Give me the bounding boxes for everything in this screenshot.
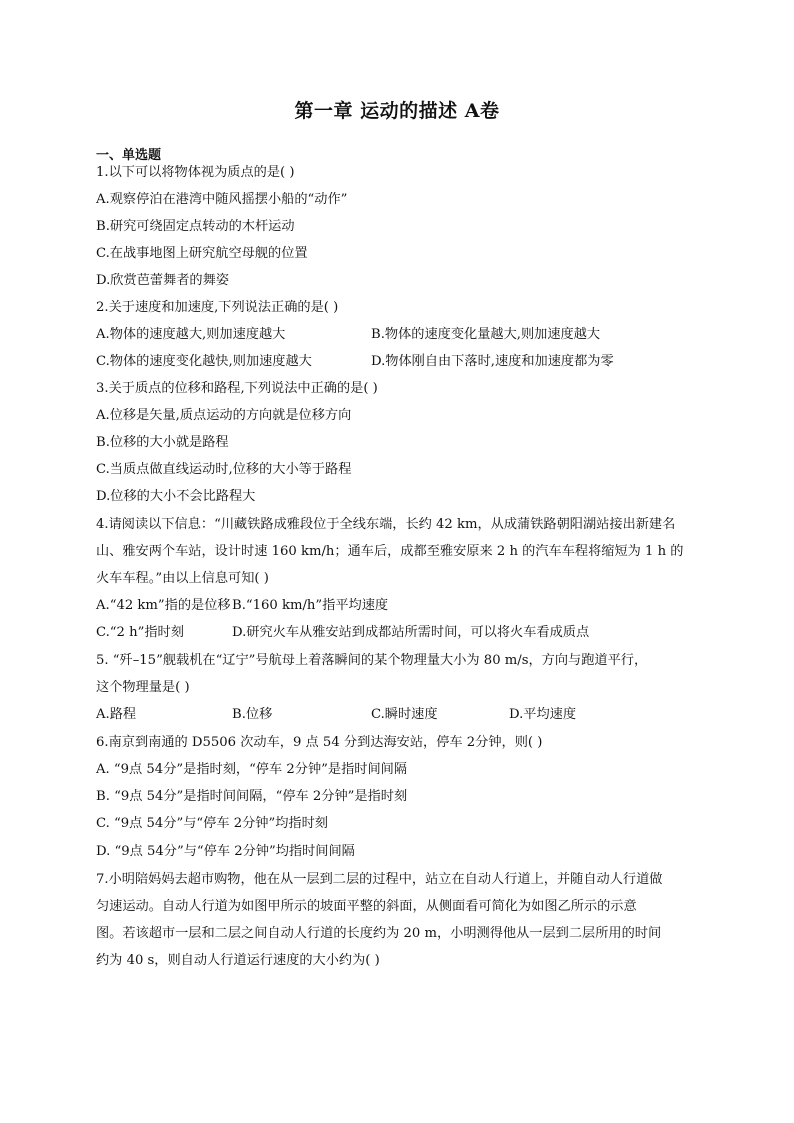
question-5-option-b: B.位移 — [232, 707, 273, 722]
question-4-stem-line-1: 4.请阅读以下信息：“川藏铁路成雅段位于全线东端，长约 42 km，从成蒲铁路朝阳湖站接出新建名 — [96, 517, 676, 532]
question-4-stem-line-2: 山、雅安两个车站，设计时速 160 km/h；通车后，成都至雅安原来 2 h 的汽车车程将缩短为 1 h 的 — [96, 544, 684, 559]
question-2-option-b: B.物体的速度变化量越大,则加速度越大 — [371, 327, 601, 342]
question-1-option-a: A.观察停泊在港湾中随风摇摆小船的“动作” — [96, 192, 348, 207]
question-2-stem: 2.关于速度和加速度,下列说法正确的是( ) — [96, 300, 339, 315]
question-6-stem: 6.南京到南通的 D5506 次动车，9 点 54 分到达海安站，停车 2分钟，则( ) — [96, 735, 543, 750]
question-1-option-c: C.在战事地图上研究航空母舰的位置 — [96, 246, 308, 261]
question-7-stem-line-2: 匀速运动。自动人行道为如图甲所示的坡面平整的斜面，从侧面看可简化为如图乙所示的示意 — [96, 899, 637, 914]
question-1-option-b: B.研究可绕固定点转动的木杆运动 — [96, 219, 295, 234]
question-7-stem-line-3: 图。若该超市一层和二层之间自动人行道的长度约为 20 m，小明测得他从一层到二层所用的时间 — [96, 926, 662, 941]
question-6-option-c: C. “9点 54分”与“停车 2分钟”均指时刻 — [96, 816, 328, 831]
question-2-option-d: D.物体刚自由下落时,速度和加速度都为零 — [371, 354, 614, 369]
question-5-stem-line-1: 5. “歼–15”舰载机在“辽宁”号航母上着落瞬间的某个物理量大小为 80 m/s，方向与跑道平行， — [96, 653, 648, 668]
question-2-option-a: A.物体的速度越大,则加速度越大 — [96, 327, 286, 342]
question-3-option-a: A.位移是矢量,质点运动的方向就是位移方向 — [96, 408, 352, 423]
question-7-stem-line-1: 7.小明陪妈妈去超市购物，他在从一层到二层的过程中，站立在自动人行道上，并随自动人行道做 — [96, 872, 663, 887]
question-5-stem-line-2: 这个物理量是( ) — [96, 680, 190, 695]
question-1-stem: 1.以下可以将物体视为质点的是( ) — [96, 165, 295, 180]
question-3-stem: 3.关于质点的位移和路程,下列说法中正确的是( ) — [96, 381, 378, 396]
question-6-option-b: B. “9点 54分”是指时间间隔，“停车 2分钟”是指时刻 — [96, 789, 408, 804]
page-title: 第一章 运动的描述 A卷 — [294, 100, 500, 122]
question-4-option-a: A.“42 km”指的是位移 — [96, 598, 231, 613]
question-6-option-a: A. “9点 54分”是指时刻，“停车 2分钟”是指时间间隔 — [96, 762, 408, 777]
question-4-stem-line-3: 火车车程。”由以上信息可知( ) — [96, 571, 269, 586]
section-heading: 一、单选题 — [96, 148, 162, 163]
question-7-stem-line-4: 约为 40 s，则自动人行道运行速度的大小约为( ) — [96, 953, 380, 968]
question-2-option-c: C.物体的速度变化越快,则加速度越大 — [96, 354, 312, 369]
question-3-option-b: B.位移的大小就是路程 — [96, 435, 229, 450]
question-6-option-d: D. “9点 54分”与“停车 2分钟”均指时间间隔 — [96, 844, 355, 859]
question-4-option-d: D.研究火车从雅安站到成都站所需时间，可以将火车看成质点 — [232, 625, 590, 640]
question-3-option-d: D.位移的大小不会比路程大 — [96, 489, 256, 504]
question-5-option-d: D.平均速度 — [509, 707, 577, 722]
question-3-option-c: C.当质点做直线运动时,位移的大小等于路程 — [96, 462, 352, 477]
question-4-option-c: C.“2 h”指时刻 — [96, 625, 184, 640]
question-1-option-d: D.欣赏芭蕾舞者的舞姿 — [96, 273, 229, 288]
question-5-option-c: C.瞬时速度 — [371, 707, 438, 722]
question-4-option-b: B.“160 km/h”指平均速度 — [232, 598, 389, 613]
question-5-option-a: A.路程 — [96, 707, 137, 722]
